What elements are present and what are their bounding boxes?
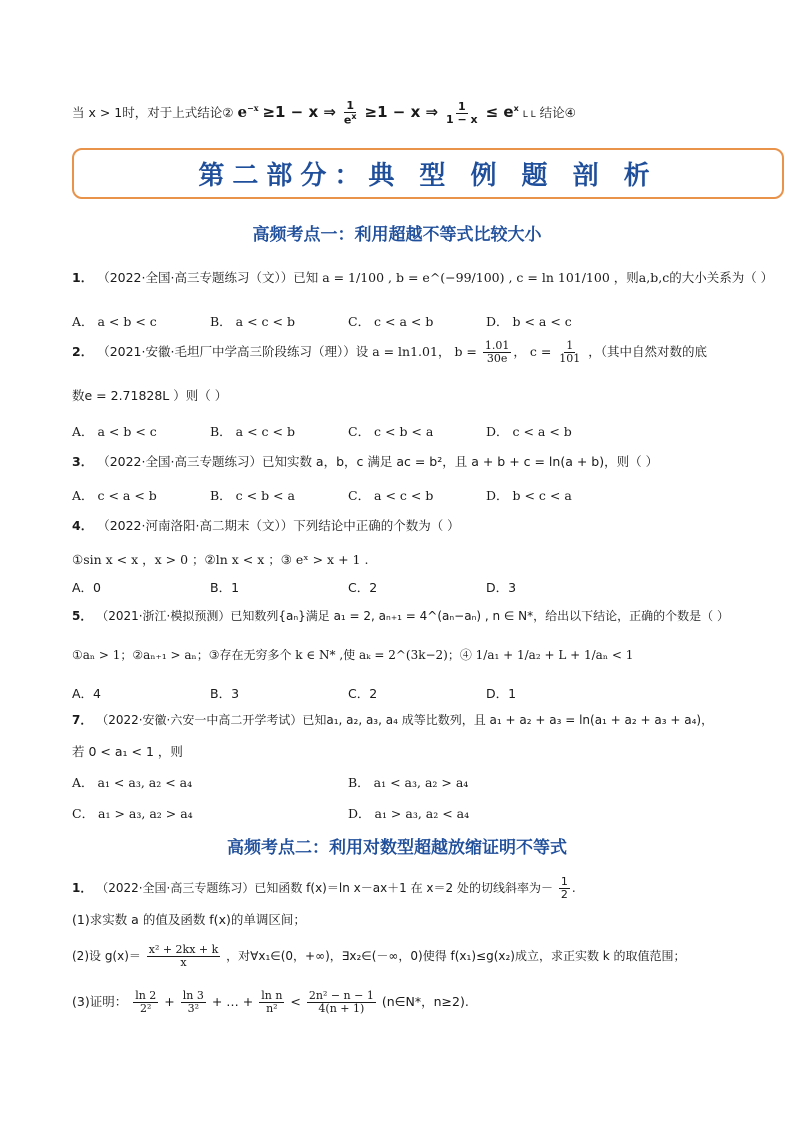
q4-label: 4．	[72, 518, 94, 533]
q1-source: （2022·全国·高三专题练习（文））已知	[97, 270, 319, 285]
q1-label: 1．	[72, 270, 94, 285]
p1-label: 1．	[72, 881, 93, 896]
q4-option-c: C．2	[348, 580, 378, 595]
q2-b-frac: $\frac{1.01}{30e}$	[484, 339, 510, 366]
q1-option-d: D． b < a < c	[486, 314, 572, 329]
q4-option-b: B．1	[210, 580, 240, 595]
p1-part2	[72, 944, 686, 969]
q2-option-b: B． a < c < b	[210, 424, 295, 439]
q5-option-a: A．4	[72, 686, 102, 701]
q5-option-c: C．2	[348, 686, 378, 701]
q5-label: 5．	[72, 609, 93, 623]
q3-option-d: D． b < c < a	[486, 488, 572, 503]
p1-part3-post: (n∈N*，n≥2).	[381, 994, 469, 1010]
p1-term1: $\frac{\ln 2}{\text{2²}}$	[135, 989, 157, 1016]
q3-stem	[72, 452, 658, 470]
intro-expr1: $e^{-x}$	[237, 102, 259, 121]
q3-label: 3．	[72, 454, 94, 469]
q4-source: （2022·河南洛阳·高二期末（文））下列结论中正确的个数为（ ）	[97, 518, 460, 533]
q5-line2: ①aₙ > 1；②aₙ₊₁ > aₙ；③存在无穷多个 k ∈ N* ,使 aₖ = 2^(3k−2)；④ 1/a₁ + 1/a₂ + L + 1/aₙ < 1	[72, 648, 634, 662]
q2-stem: 2． （2021·安徽·毛坦厂中学高三阶段练习（理））设 a = ln1.01， b = $\frac{1.01}{30e}$ ， c = $\frac{1}{101}$ ，（其中自然对数的底	[72, 339, 708, 366]
section1-title: 高频考点一：利用超越不等式比较大小	[252, 225, 542, 245]
p1-rhs: $\frac{\text{2n² − n − 1}}{4(n + 1)}$	[308, 989, 374, 1016]
p1-dots: + … +	[211, 994, 254, 1010]
q5-option-b: B．3	[210, 686, 240, 701]
q7-source: （2022·安徽·六安一中高二开学考试）已知a₁, a₂, a₃, a₄ 成等比数列，且 a₁ + a₂ + a₃ = ln(a₁ + a₂ + a₃ + a₄)，	[96, 713, 714, 727]
q2-b-lhs: b =	[454, 344, 477, 360]
q1-option-c: C． c < a < b	[348, 314, 434, 329]
section2-title: 高频考点二：利用对数型超越放缩证明不等式	[227, 838, 567, 858]
p1-term2: $\frac{\ln 3}{\text{3²}}$	[182, 989, 204, 1016]
q5-source: （2021·浙江·模拟预测）已知数列{aₙ}满足 a₁ = 2, aₙ₊₁ = 4^(aₙ−aₙ) , n ∈ N*，给出以下结论，正确的个数是（ ）	[96, 609, 729, 623]
q1-tail: ，则	[613, 270, 639, 285]
p1-term3: $\frac{\text{ln n}}{\text{n²}}$	[261, 989, 283, 1016]
q7-option-c: C． a₁ > a₃, a₂ > a₄	[72, 806, 193, 821]
q3-source: （2022·全国·高三专题练习）已知实数 a，b，c 满足 ac = b²，且 a + b + c = ln(a + b)，则（ ）	[97, 454, 659, 469]
q2-option-c: C． c < b < a	[348, 424, 434, 439]
p1-part3-pre: (3)证明：	[72, 994, 128, 1010]
p1-part2-pre: (2)设 g(x)＝	[72, 949, 141, 964]
q1-stem	[72, 268, 773, 286]
q4-option-d: D．3	[486, 580, 517, 595]
p1-part1: (1)求实数 a 的值及函数 f(x)的单调区间；	[72, 912, 306, 927]
q1-option-a: A． a < b < c	[72, 314, 157, 329]
q2-line2: 数e = 2.71828L ）则（ ）	[72, 388, 228, 403]
p1-part2-post: ，对∀x₁∈(0，+∞)，∃x₂∈(－∞，0)使得 f(x₁)≤g(x₂)成立，求正实数 k 的取值范围；	[226, 949, 686, 964]
section-banner	[72, 148, 784, 199]
q7-option-a: A． a₁ < a₃, a₂ < a₄	[72, 775, 193, 790]
q2-label: 2．	[72, 344, 94, 360]
banner-title: 第二部分：典 型 例 题 剖 析	[198, 161, 658, 191]
q7-option-b: B． a₁ < a₃, a₂ > a₄	[348, 775, 469, 790]
intro-frac2: $\frac{1}{1 - x}$	[446, 99, 478, 126]
q1-option-b: B． a < c < b	[210, 314, 295, 329]
q4-line2: ①sin x < x ，x > 0 ；②ln x < x ；③ eˣ > x + 1 .	[72, 552, 369, 567]
q2-a: a = ln1.01	[372, 344, 438, 360]
intro-line	[72, 100, 576, 127]
q7-stem	[72, 711, 713, 728]
q3-option-c: C． a < c < b	[348, 488, 434, 503]
intro-rel2: ≥1 − x ⇒	[364, 102, 439, 121]
q7-label: 7．	[72, 713, 93, 727]
q1-math: a = 1/100 , b = e^(−99/100) , c = ln 101/100	[322, 270, 610, 285]
q1-tail2: 的大小关系为（ ）	[669, 270, 774, 285]
p1-source: （2022·全国·高三专题练习）已知函数 f(x)＝ln x－ax＋1 在 x＝2 处的切线斜率为－	[96, 881, 553, 896]
p1-slope-frac: $\frac{1}{2}$	[560, 875, 568, 902]
q7-option-d: D． a₁ > a₃, a₂ < a₄	[348, 806, 470, 821]
p1-stem: 1． （2022·全国·高三专题练习）已知函数 f(x)＝ln x－ax＋1 在 x＝2 处的切线斜率为－ $\frac{1}{2}$ .	[72, 875, 576, 902]
intro-frac1: $\frac{1}{e^x}$	[343, 99, 357, 127]
q4-stem	[72, 516, 460, 534]
p1-part2-frac: $\frac{\text{x² + 2kx + k}}{x}$	[148, 943, 219, 970]
q7-line2: 若 0 < a₁ < 1 ，则	[72, 744, 183, 759]
q3-option-b: B． c < b < a	[210, 488, 295, 503]
intro-tail: L L	[522, 109, 536, 120]
q2-option-d: D． c < a < b	[486, 424, 572, 439]
intro-suffix: 结论④	[539, 104, 576, 120]
q2-tail: ，（其中自然对数的底	[588, 344, 708, 360]
intro-prefix: 当 x > 1时，对于上式结论②	[72, 104, 234, 120]
q1-vars: a,b,c	[638, 270, 670, 285]
p1-part3: (3)证明： $\frac{\ln 2}{\text{2²}}$ + $\frac{\ln 3}{\text{3²}}$ + … + $\frac{\text{ln n}}{\text{n²}}$ < $\frac{\text{2n² − n − 1}}{4(n + 1)}$ (n∈N*，n≥2).	[72, 989, 469, 1016]
q2-option-a: A． a < b < c	[72, 424, 157, 439]
p1-lt: <	[290, 994, 301, 1010]
q4-option-a: A．0	[72, 580, 102, 595]
intro-rel1: ≥1 − x ⇒	[262, 102, 336, 121]
q5-option-d: D．1	[486, 686, 517, 701]
intro-rel3: ≤ $e^x$	[485, 102, 519, 121]
q2-c-frac: $\frac{1}{101}$	[559, 339, 581, 366]
q3-option-a: A． c < a < b	[72, 488, 157, 503]
q2-source: （2021·安徽·毛坦厂中学高三阶段练习（理））设	[97, 344, 369, 360]
q5-stem	[72, 607, 729, 624]
q2-c-lhs: c =	[529, 344, 552, 360]
